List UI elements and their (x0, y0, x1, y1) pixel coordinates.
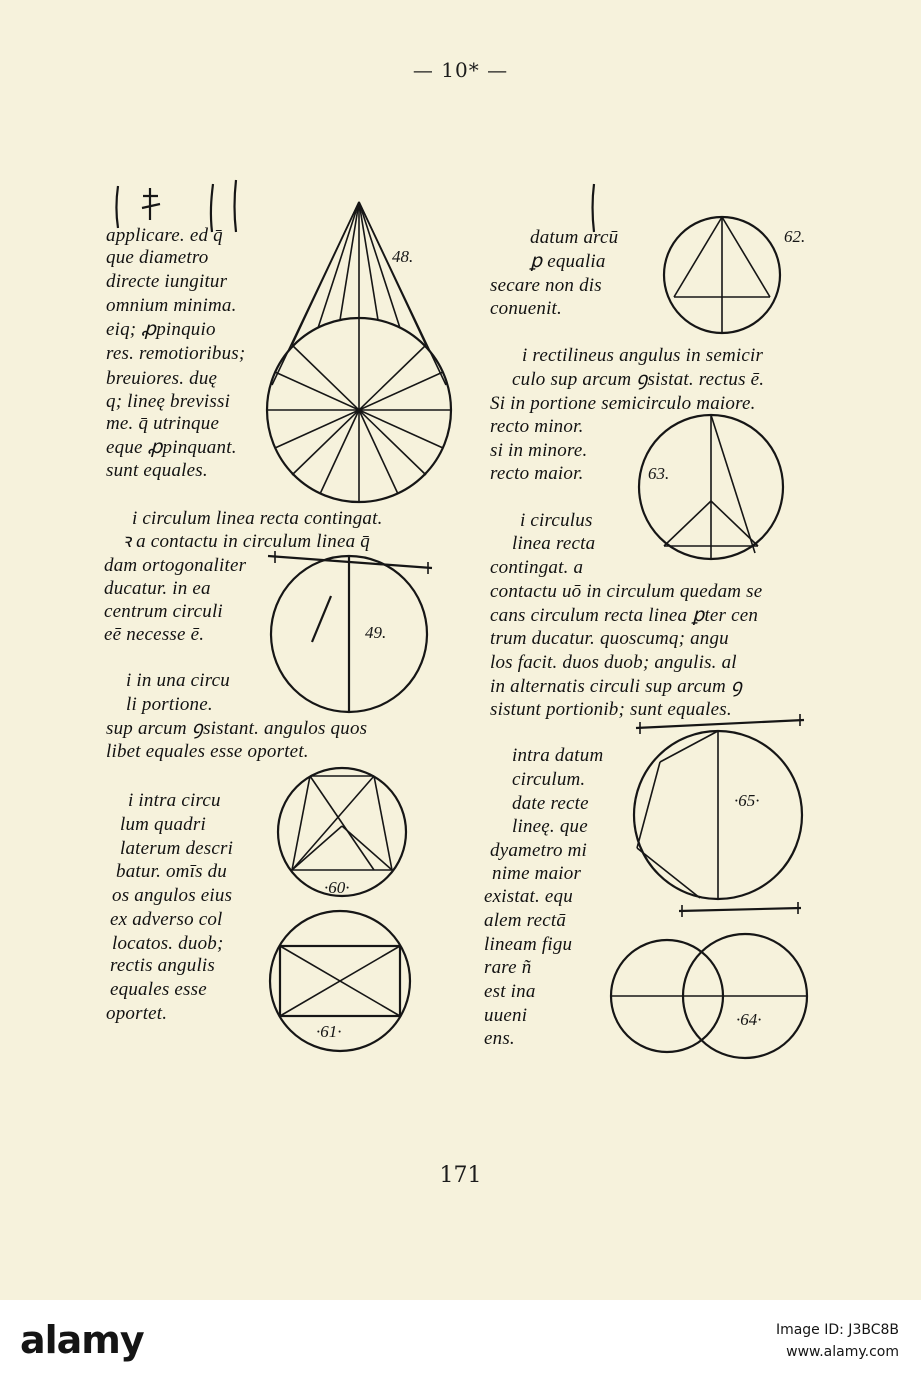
figure-49-diagram (268, 551, 432, 712)
text-line: centrum circuli (104, 601, 223, 622)
text-line: laterum descri (120, 838, 234, 859)
text-line: i intra circu (128, 790, 221, 811)
text-line: batur. omīs du (116, 861, 228, 882)
text-line: contactu uō in circulum quedam se (490, 581, 763, 602)
page-number: 171 (439, 1163, 482, 1188)
figure-61-label: ·61· (316, 1022, 342, 1041)
text-line: lineę. que (512, 816, 588, 837)
text-line: eē necesse ē. (104, 624, 205, 645)
figure-61-diagram (270, 911, 410, 1051)
text-line: circulum. (512, 769, 586, 790)
text-line: eiq; ꝓpinquio (106, 319, 216, 340)
text-line: ꝑ equalia (530, 251, 606, 272)
text-line: culo sup arcum ꝯsistat. rectus ē. (512, 369, 765, 390)
figure-48-diagram (267, 202, 451, 502)
folio-header: — 10* — (412, 58, 509, 82)
text-line: os angulos eius (112, 885, 233, 906)
text-line: secare non dis (490, 275, 602, 296)
text-line: oportet. (106, 1003, 168, 1024)
text-line: rectis angulis (110, 955, 216, 976)
text-line: sup arcum ꝯsistant. angulos quos (106, 718, 368, 739)
text-line: linea recta (512, 533, 596, 554)
text-line: dam ortogonaliter (104, 555, 247, 576)
text-line: que diametro (106, 247, 209, 268)
text-line: existat. equ (484, 886, 573, 907)
text-line: libet equales esse oportet. (106, 741, 309, 762)
figure-60-label: ·60· (324, 878, 350, 897)
text-line: nime maior (492, 863, 582, 884)
text-line: q; lineę brevissi (106, 391, 231, 412)
text-line: ex adverso col (110, 909, 223, 930)
text-line: los facit. duos duob; angulis. al (490, 652, 737, 673)
figure-62-label: 62. (784, 227, 806, 246)
text-line: alem rectā (484, 910, 567, 931)
text-line: directe iungitur (106, 271, 228, 292)
stock-watermark-bar (0, 1300, 921, 1390)
figure-62-diagram (664, 217, 805, 333)
text-line: i circulus (520, 510, 593, 531)
text-line: ꝛ a contactu in circulum linea q̄ (122, 531, 370, 552)
text-line: i circulum linea recta contingat. (132, 508, 383, 529)
figure-64-diagram (611, 902, 807, 1058)
text-line: date recte (512, 793, 589, 814)
image-id-text: Image ID: J3BC8B (775, 1322, 899, 1338)
text-line: uueni (484, 1005, 528, 1026)
text-line: li portione. (126, 694, 213, 715)
text-line: intra datum (512, 745, 604, 766)
text-line: me. q̄ utrinque (106, 413, 220, 434)
text-line: est ina (484, 981, 536, 1002)
text-line: rare ñ (484, 957, 532, 978)
text-line: trum ducatur. quoscumq; angu (490, 628, 729, 649)
text-line: contingat. a (490, 557, 584, 578)
figure-63-diagram (639, 415, 783, 559)
figure-63-label: 63. (648, 464, 670, 483)
text-line: conuenit. (490, 298, 562, 319)
figure-49-label: 49. (365, 623, 387, 642)
text-line: omnium minima. (106, 295, 237, 316)
figure-48-label: 48. (392, 247, 414, 266)
text-line: ens. (484, 1028, 515, 1049)
text-line: lum quadri (120, 814, 206, 835)
watermark-url: www.alamy.com (786, 1344, 899, 1360)
text-line: locatos. duob; (112, 933, 224, 954)
text-line: applicare. ed q̄ (106, 225, 223, 246)
figure-60-diagram (278, 768, 406, 897)
text-line: in alternatis circuli sup arcum ꝯ (490, 676, 743, 697)
text-line: Si in portione semicirculo maiore. (490, 393, 756, 414)
text-line: lineam figu (484, 934, 573, 955)
text-line: res. remotioribus; (106, 343, 246, 364)
alamy-logo: alamy (20, 1318, 144, 1362)
text-line: dyametro mi (490, 840, 588, 861)
text-line: breuiores. duę (106, 368, 218, 389)
text-line: sistunt portionib; sunt equales. (490, 699, 732, 720)
text-line: si in minore. (490, 440, 588, 461)
text-line: equales esse (110, 979, 207, 1000)
text-line: eque ꝓpinquant. (106, 437, 237, 458)
figure-64-label: ·64· (736, 1010, 762, 1029)
text-line: i rectilineus angulus in semicir (522, 345, 764, 366)
text-line: cans circulum recta linea ꝑter cen (490, 605, 759, 626)
text-line: i in una circu (126, 670, 230, 691)
text-line: recto maior. (490, 463, 584, 484)
text-line: datum arcū (530, 227, 619, 248)
text-line: recto minor. (490, 416, 584, 437)
figure-65-diagram (634, 714, 804, 899)
figure-65-label: ·65· (734, 791, 760, 810)
text-line: sunt equales. (106, 460, 208, 481)
text-line: ducatur. in ea (104, 578, 211, 599)
